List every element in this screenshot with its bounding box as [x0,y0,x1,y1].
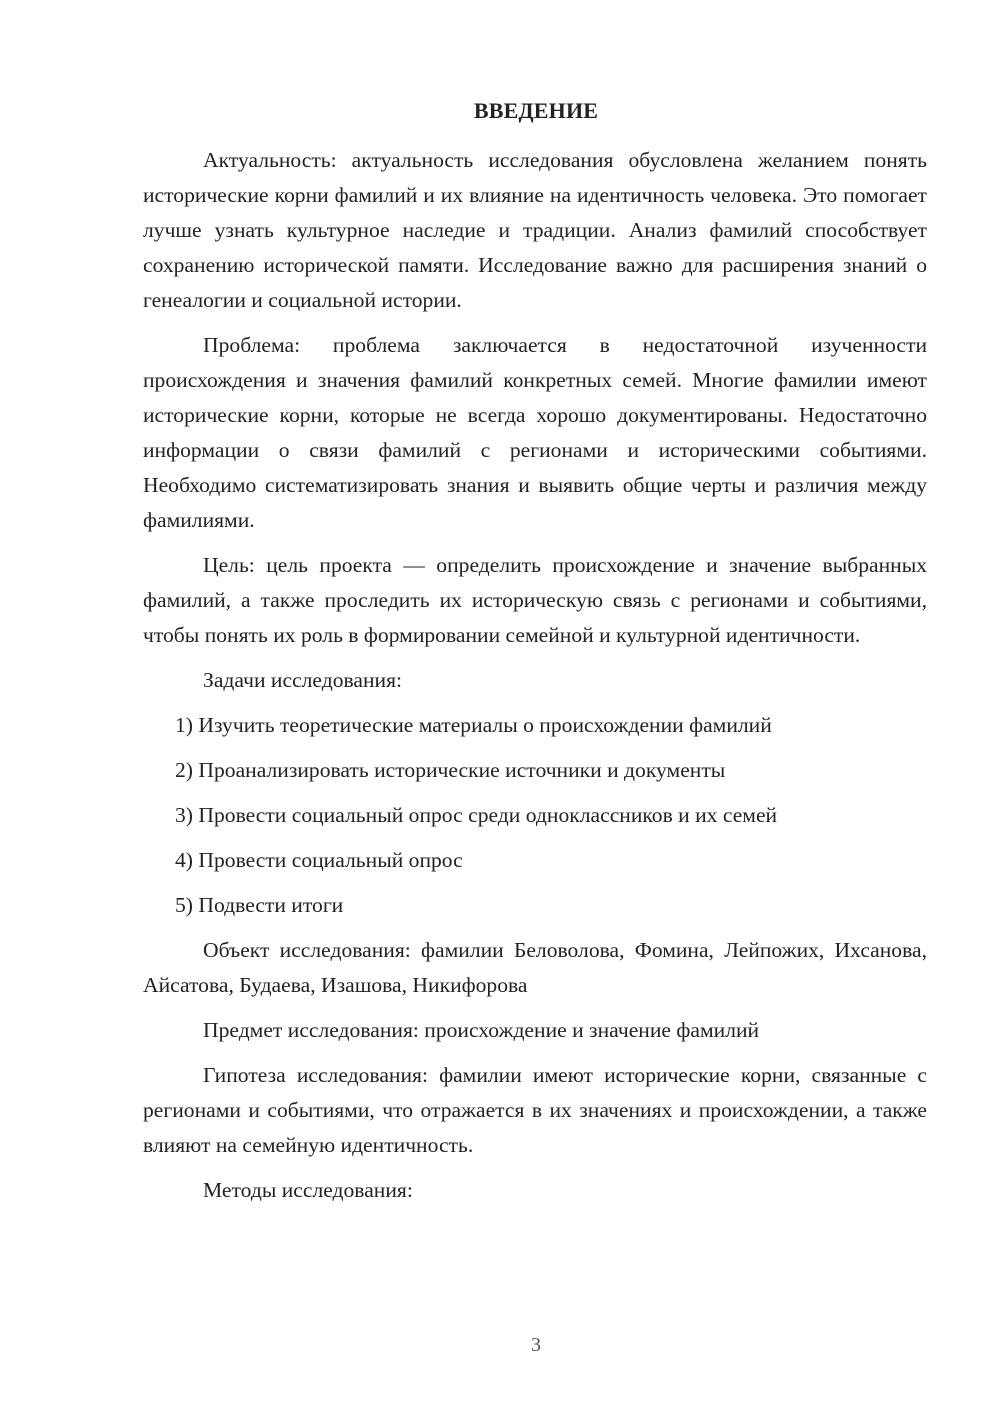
list-item: 3) Провести социальный опрос среди одноклассников и их семей [175,803,778,827]
methods-paragraph: Методы исследования: [203,1178,413,1202]
hypothesis-paragraph: Гипотеза исследования: фамилии имеют исторические корни, связанные с регионами и событиями, что отражается в их значениях и происхождении, а также влияют на семейную идентичность. [143,1063,927,1157]
subject-paragraph: Предмет исследования: происхождение и значение фамилий [203,1018,760,1042]
tasks-list [143,708,927,923]
page-title: ВВЕДЕНИЕ [473,98,599,123]
object-paragraph: Объект исследования: фамилии Беловолова, Фомина, Лейпожих, Ихсанова, Айсатова, Будаева, Изашова, Никифорова [143,938,927,997]
list-item: 2) Проанализировать исторические источники и документы [175,758,726,782]
list-item: 5) Подвести итоги [175,893,344,917]
goal-paragraph: Цель: цель проекта — определить происхождение и значение выбранных фамилий, а также проследить их историческую связь с регионами и событиями, чтобы понять их роль в формировании семейной и культурной идентичности. [143,553,927,647]
problem-paragraph: Проблема: проблема заключается в недостаточной изученности происхождения и значения фамилий конкретных семей. Многие фамилии имеют исторические корни, которые не всегда хорошо документированы. Недостаточно информации о связи фамилий с регионами и историческими событиями. Необходимо систематизировать знания и выявить общие черты и различия между фамилиями. [143,333,927,532]
tasks-heading: Задачи исследования: [203,668,403,692]
document-body [143,143,927,1208]
page-number: 3 [531,1334,541,1356]
list-item: 4) Провести социальный опрос [175,848,463,872]
list-item: 1) Изучить теоретические материалы о происхождении фамилий [175,713,772,737]
relevance-paragraph: Актуальность: актуальность исследования обусловлена желанием понять исторические корни фамилий и их влияние на идентичность человека. Это помогает лучше узнать культурное наследие и традиции. Анализ фамилий способствует сохранению исторической памяти. Исследование важно для расширения знаний о генеалогии и социальной истории. [143,148,927,312]
